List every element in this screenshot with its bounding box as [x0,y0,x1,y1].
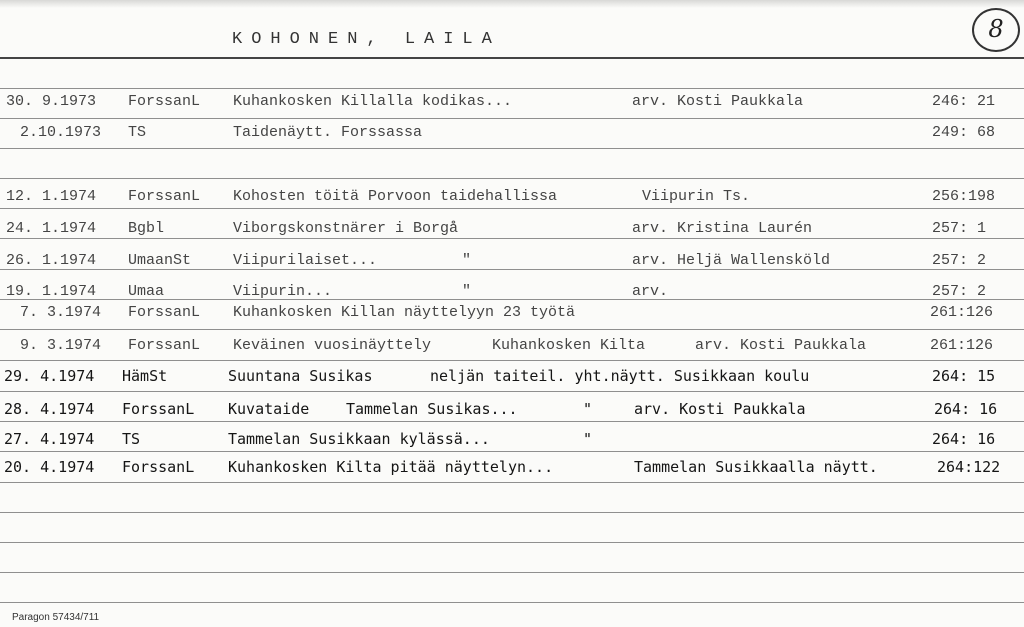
entry-ref: 261:126 [930,304,994,321]
ruled-line [0,88,1024,89]
entry-ref: 257: 2 [932,283,987,300]
ditto-mark: " [462,283,472,300]
entry-row [0,337,1024,361]
ruled-line [0,329,1024,330]
entry-date: 29. 4.1974 [4,367,95,385]
entry-paper: Umaa [128,283,165,300]
entry-note: arv. [632,283,669,300]
entry-date: 24. 1.1974 [6,220,97,237]
entry-date: 7. 3.1974 [20,304,102,321]
entry-paper: HämSt [122,367,168,385]
entry-title: Viipurilaiset... [233,252,378,269]
entry-title-extra: neljän taiteil. yht.näytt. Susikkaan koulu [430,367,810,385]
entry-row [0,252,1024,276]
entry-row [0,304,1024,328]
entry-row [0,188,1024,212]
ditto-mark: " [583,400,593,418]
entry-paper: UmaanSt [128,252,192,269]
card-print-code: Paragon 57434/711 [12,612,100,623]
entry-note: Tammelan Susikkaalla näytt. [634,458,878,476]
entry-ref: 264: 15 [932,367,996,385]
ditto-mark: " [583,430,593,448]
entry-title: Kuhankosken Kilta pitää näyttelyn... [228,458,554,476]
entry-date: 27. 4.1974 [4,430,95,448]
entry-title: Viborgskonstnärer i Borgå [233,220,459,237]
entry-date: 12. 1.1974 [6,188,97,205]
entry-row [0,93,1024,117]
card-heading-name: KOHONEN, LAILA [232,30,501,49]
entry-note: arv. Kosti Paukkala [634,400,806,418]
entry-title-extra: Kuhankosken Kilta [492,337,646,354]
ruled-line [0,391,1024,392]
entry-row [0,430,1024,454]
entry-paper: TS [128,124,147,141]
entry-title: Kuhankosken Killalla kodikas... [233,93,513,110]
entry-row [0,458,1024,482]
entry-paper: ForssanL [128,304,201,321]
ruled-line [0,482,1024,483]
entry-ref: 264:122 [937,458,1001,476]
entry-paper: ForssanL [122,400,195,418]
entry-ref: 257: 2 [932,252,987,269]
entry-date: 28. 4.1974 [4,400,95,418]
entry-title: Kohosten töitä Porvoon taidehallissa [233,188,558,205]
entry-date: 20. 4.1974 [4,458,95,476]
entry-paper: ForssanL [128,337,201,354]
entry-title: Viipurin... [233,283,333,300]
entry-paper: Bgbl [128,220,165,237]
ruled-line [0,512,1024,513]
entry-ref: 264: 16 [934,400,998,418]
ruled-line [0,118,1024,119]
entry-row [0,124,1024,148]
entry-ref: 249: 68 [932,124,996,141]
entry-row [0,220,1024,244]
entry-paper: ForssanL [128,93,201,110]
entry-date: 26. 1.1974 [6,252,97,269]
entry-ref: 261:126 [930,337,994,354]
entry-paper: ForssanL [122,458,195,476]
entry-paper: ForssanL [128,188,201,205]
entry-title: Suuntana Susikas [228,367,373,385]
ruled-line [0,178,1024,179]
entry-title: Keväinen vuosinäyttely [233,337,432,354]
card-number-circle: 8 [972,8,1020,52]
ruled-line [0,542,1024,543]
ditto-mark: " [462,252,472,269]
entry-date: 30. 9.1973 [6,93,97,110]
entry-note: arv. Heljä Wallensköld [632,252,831,269]
entry-title: Kuvataide [228,400,310,418]
entry-title: Taidenäytt. Forssassa [233,124,423,141]
ruled-line [0,602,1024,603]
entry-row [0,367,1024,391]
entry-note: arv. Kosti Paukkala [632,93,804,110]
entry-ref: 256:198 [932,188,996,205]
entry-date: 9. 3.1974 [20,337,102,354]
entry-title-extra: Tammelan Susikas... [346,400,518,418]
entry-title: Kuhankosken Killan näyttelyyn 23 työtä [233,304,576,321]
entry-ref: 246: 21 [932,93,996,110]
entry-note: arv. Kosti Paukkala [695,337,867,354]
entry-date: 19. 1.1974 [6,283,97,300]
entry-paper: TS [122,430,141,448]
entry-ref: 264: 16 [932,430,996,448]
entry-ref: 257: 1 [932,220,987,237]
ruled-line [0,572,1024,573]
top-edge-shadow [0,0,1024,8]
entry-note: Viipurin Ts. [642,188,751,205]
ruled-line [0,148,1024,149]
entry-date: 2.10.1973 [20,124,102,141]
entry-title: Tammelan Susikkaan kylässä... [228,430,490,448]
header-rule [0,57,1024,59]
entry-note: arv. Kristina Laurén [632,220,813,237]
entry-row [0,400,1024,424]
